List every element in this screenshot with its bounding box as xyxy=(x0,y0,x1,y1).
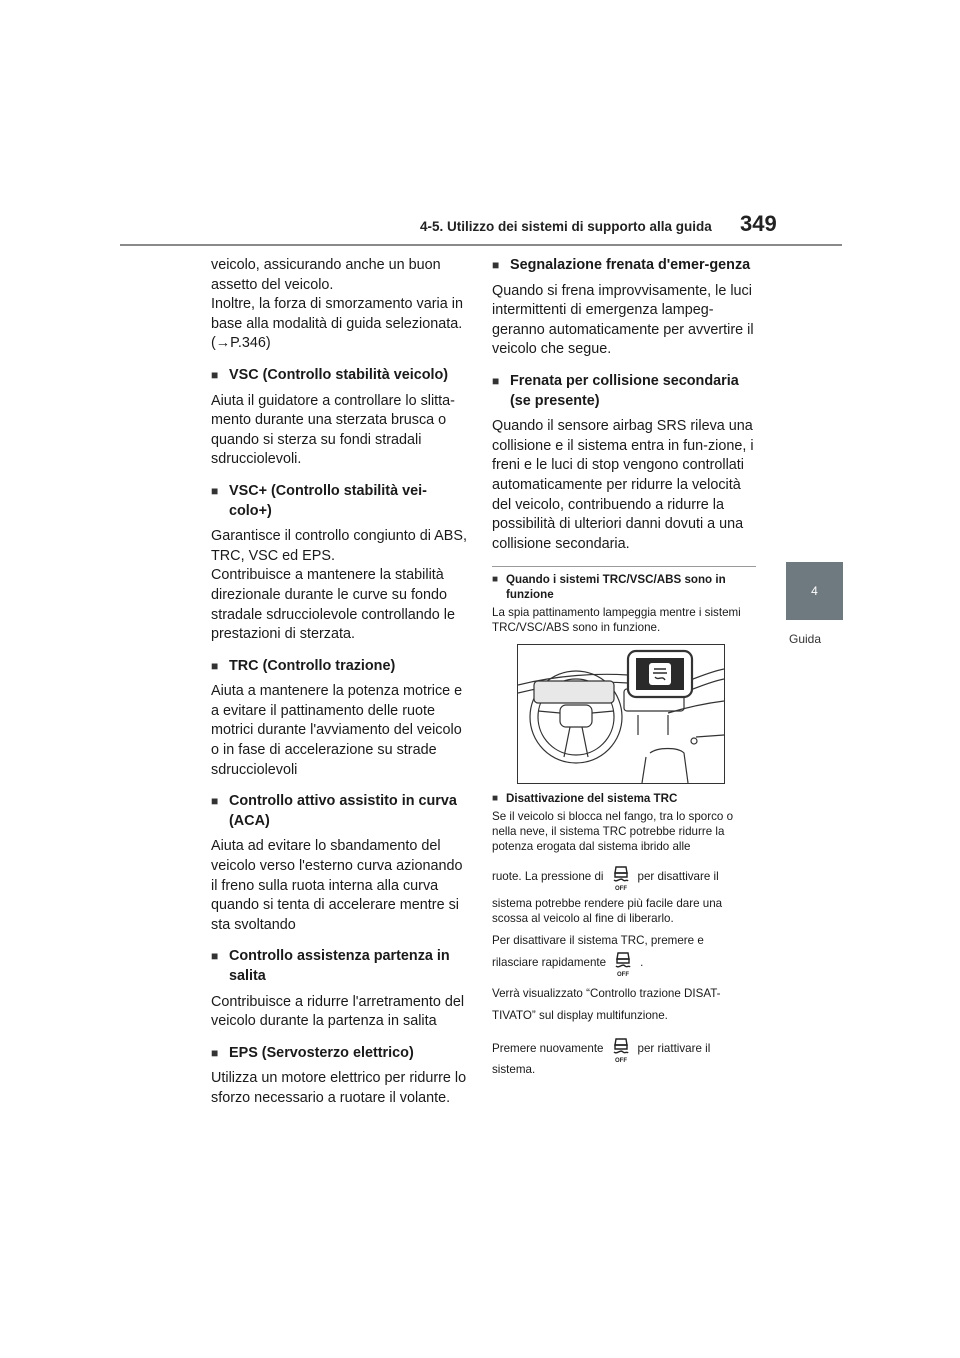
note-body-trc-off-3: Per disattivare il sistema TRC, premere e xyxy=(492,934,704,948)
section-heading-trc: ■ TRC (Controllo trazione) xyxy=(211,657,467,677)
note-body-trc-off-1: Se il veicolo si blocca nel fango, tra lo sporco o nella neve, il sistema TRC potrebbe ridurre la potenza erogata dal sistema ibrido alle xyxy=(492,810,734,853)
chapter-tab[interactable]: 4 xyxy=(786,562,843,620)
square-bullet-icon: ■ xyxy=(211,1045,219,1060)
section-body-hill-start: Contribuisce a ridurre l'arretramento del veicolo durante la partenza in salita xyxy=(211,993,465,1030)
svg-text:OFF: OFF xyxy=(614,885,627,891)
section-heading-eps: ■ EPS (Servosterzo elettrico) xyxy=(211,1044,467,1064)
section-body-eps: Utilizza un motore elettrico per ridurre lo sforzo necessario a ruotare il volante. xyxy=(211,1070,467,1106)
square-bullet-icon: ■ xyxy=(211,483,219,498)
section-heading-secondary-collision-brake: ■ Frenata per collisione secondaria (se presente) xyxy=(492,372,756,411)
note-line-trc-off-release: rilasciare rapidamente OFF . xyxy=(492,949,756,977)
square-bullet-icon: ■ xyxy=(211,367,219,382)
section-body-trc: Aiuta a mantenere la potenza motrice e a evitare il pattinamento delle ruote motrici durante l'avviamento del veicolo o in fase di accelerazione su strade sdrucciolevoli xyxy=(211,683,463,778)
note-heading-trc-off: ■ Disattivazione del sistema TRC xyxy=(492,791,678,805)
section-body-vsc-plus: Garantisce il controllo congiunto di ABS, TRC, VSC ed EPS. xyxy=(211,528,467,564)
note-line-trc-reactivate: Premere nuovamente OFF per riattivare il xyxy=(492,1035,756,1063)
section-body-aca: Aiuta ad evitare lo sbandamento del veicolo verso l'esterno curva azionando il freno sulla ruota interna alla curva quando si tenta di accelerare mentre si sta svoltando xyxy=(211,838,463,933)
note-divider xyxy=(492,566,756,567)
chapter-label: Guida xyxy=(789,632,822,646)
square-bullet-icon: ■ xyxy=(211,794,219,809)
svg-text:OFF: OFF xyxy=(617,972,630,978)
dashboard-drawing xyxy=(518,645,724,783)
note-body-trc-off-4: Verrà visualizzato “Controllo trazione DISAT-TIVATO” sul display multifunzione. xyxy=(492,987,721,1023)
square-bullet-icon: ■ xyxy=(492,373,500,388)
trc-off-button-icon xyxy=(610,863,632,891)
square-bullet-icon: ■ xyxy=(211,658,219,673)
section-body-emergency-brake-signal: Quando si frena improvvisamente, le luci intermittenti di emergenza lampeg-geranno automaticamente per avvertire il veicolo che segue. xyxy=(492,282,754,358)
header-section-title: 4-5. Utilizzo dei sistemi di supporto alla guida xyxy=(420,219,712,234)
dashboard-illustration xyxy=(517,644,725,784)
square-bullet-icon: ■ xyxy=(211,949,219,964)
svg-text:OFF: OFF xyxy=(614,1058,627,1064)
intro-text: veicolo, assicurando anche un buon assetto del veicolo. xyxy=(211,257,441,293)
header-rule xyxy=(120,244,842,246)
trc-off-button-icon xyxy=(612,949,634,977)
left-column xyxy=(211,256,467,1121)
section-body-secondary-collision-brake: Quando il sensore airbag SRS rileva una collisione e il sistema entra in fun-zione, i freni e le luci di stop vengono controllati automaticamente per ridurre la velocità del veicolo, contribuendo a ridurre la possibilità di ulteriori danni dovuti a una collisione secondaria. xyxy=(492,418,754,552)
right-column xyxy=(492,256,756,1086)
square-bullet-icon: ■ xyxy=(492,792,499,804)
note-body-trc-off-2: sistema potrebbe rendere più facile dare una scossa al veicolo al fine di liberarlo. xyxy=(492,896,723,925)
section-heading-hill-start: ■ Controllo assistenza partenza in salita xyxy=(211,947,467,986)
section-heading-vsc: ■ VSC (Controllo stabilità veicolo) xyxy=(211,366,467,386)
trc-off-button-icon xyxy=(610,1035,632,1063)
square-bullet-icon: ■ xyxy=(492,574,499,586)
page-number: 349 xyxy=(740,211,777,236)
section-heading-emergency-brake-signal: ■ Segnalazione frenata d'emer-genza xyxy=(492,256,756,276)
note-body-trc-off-5: sistema. xyxy=(492,1063,536,1077)
section-body-vsc-plus-2: Contribuisce a mantenere la stabilità direzionale durante le curve su fondo stradale sdrucciolevole controllando le prestazioni di sterzata. xyxy=(211,567,455,643)
intro-ref: (→P.346) xyxy=(211,335,271,352)
note-heading-trc-vsc-abs: ■ Quando i sistemi TRC/VSC/ABS sono in funzione xyxy=(492,573,726,601)
intro-text-2: Inoltre, la forza di smorzamento varia in base alla modalità di guida selezionata. xyxy=(211,296,463,332)
section-heading-vsc-plus: ■ VSC+ (Controllo stabilità vei-colo+) xyxy=(211,482,467,521)
note-body-trc-vsc-abs: La spia pattinamento lampeggia mentre i sistemi TRC/VSC/ABS sono in funzione. xyxy=(492,606,741,635)
section-body-vsc: Aiuta il guidatore a controllare lo slitta-mento durante una sterzata brusca o quando si sterza su fondi stradali sdrucciolevoli. xyxy=(211,392,455,468)
note-line-trc-off-press: ruote. La pressione di OFF per disattivare il xyxy=(492,863,756,891)
section-heading-aca: ■ Controllo attivo assistito in curva (ACA) xyxy=(211,792,467,831)
square-bullet-icon: ■ xyxy=(492,258,500,272)
